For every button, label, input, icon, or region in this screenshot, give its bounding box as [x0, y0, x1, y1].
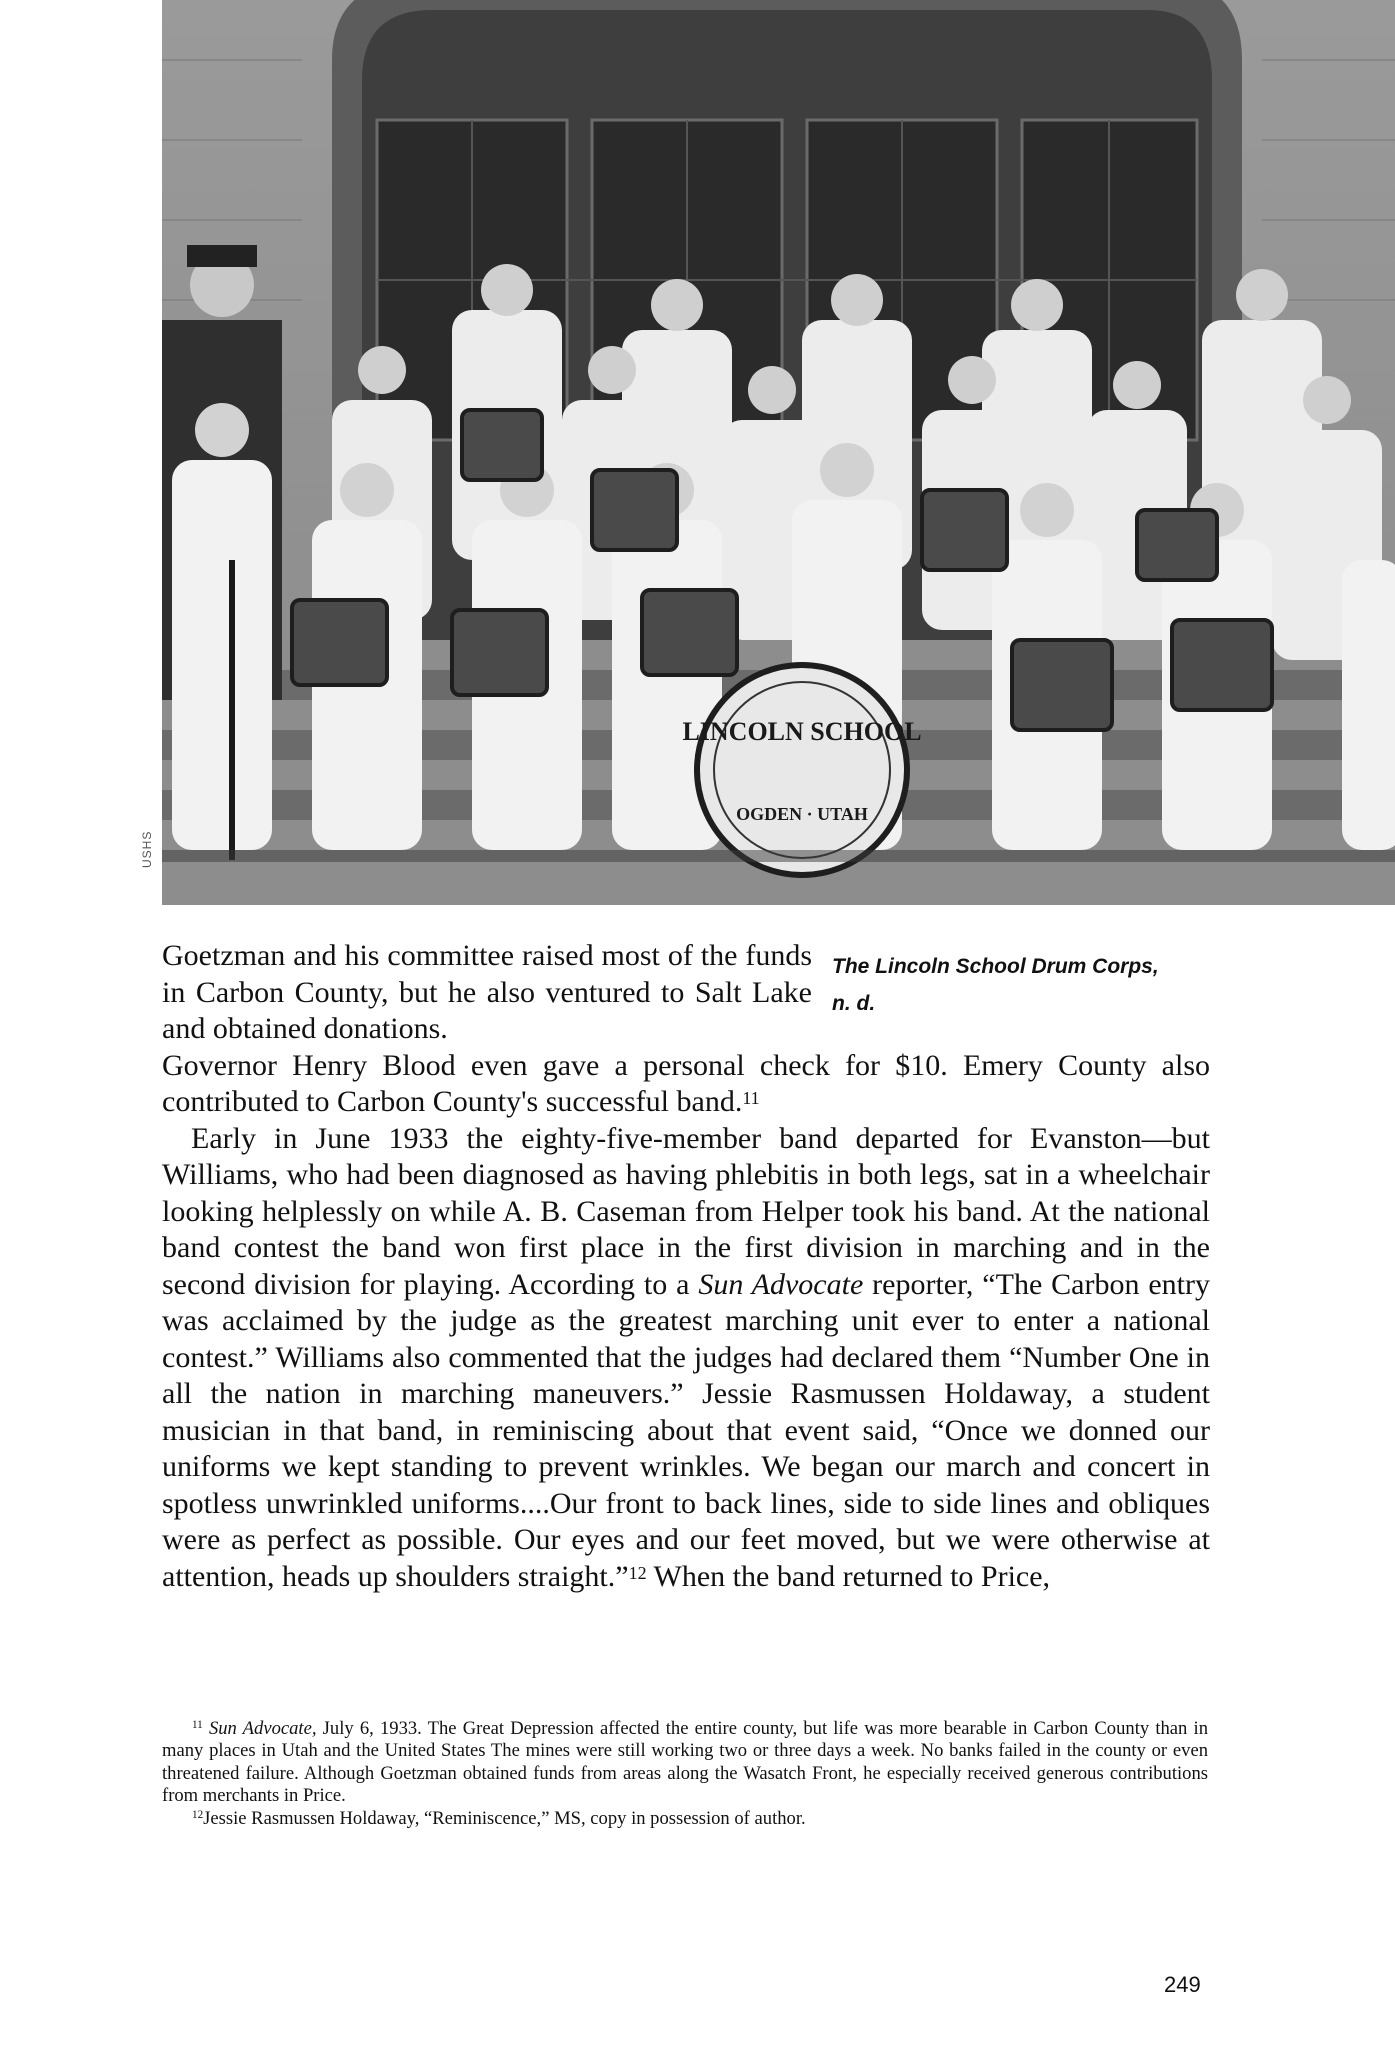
footnote-12-text: Jessie Rasmussen Holdaway, “Reminiscence,” MS, copy in possession of author.: [203, 1807, 806, 1829]
footnote-ref-11: 11: [742, 1088, 760, 1108]
footnotes: [162, 1718, 1208, 1830]
newspaper-title: Sun Advocate: [698, 1267, 864, 1301]
footnote-11-source: Sun Advocate,: [208, 1718, 317, 1739]
caption-date: n. d.: [832, 992, 876, 1015]
photo-credit: USHS: [140, 830, 154, 868]
paragraph-2: [162, 1121, 1210, 1596]
drum-lettering-top: LINCOLN SCHOOL: [682, 717, 922, 746]
caption-title: The Lincoln School Drum Corps,: [832, 955, 1159, 978]
body-text: [162, 938, 1210, 1595]
paragraph-2-part-b: reporter, “The Carbon entry was acclaimed by the judge as the greatest marching unit ever to enter a national contest.” Williams also commented that the judges had declared them “Number One in all the nation in marching maneuvers.” Jessie Rasmussen Holdaway, a student musician in that band, in reminiscing about that event said, “Once we donned our uniforms we kept standing to prevent wrinkles. We began our march and concert in spotless unwrinkled uniforms....Our front to back lines, side to side lines and obliques were as perfect as possible. Our eyes and our feet moved, but we were otherwise at attention, heads up shoulders straight.”: [162, 1267, 1210, 1593]
footnote-11-text: July 6, 1933. The Great Depression affected the entire county, but life was more bearable in Carbon County than in many places in Utah and the United States The mines were still working two or three days a week. No banks failed in the county or even threatened failure. Although Goetzman obtained funds from areas along the Wasatch Front, he especially received generous contributions from merchants in Price.: [162, 1718, 1208, 1807]
footnote-11-number: 11: [192, 1719, 203, 1731]
footnote-12: [162, 1808, 1208, 1830]
paragraph-2-part-a: Early in June 1933 the eighty-five-member band departed for Evanston—but Williams, who had been diagnosed as having phlebitis in both legs, sat in a wheelchair looking helplessly on while A. B. Caseman from Helper took his band. At the national band contest the band won first place in the first division in marching and in the second division for playing. According to a: [162, 1121, 1210, 1301]
paragraph-2-part-c: When the band returned to Price,: [646, 1559, 1051, 1593]
paragraph-1-rest: Governor Henry Blood even gave a personal check for $10. Emery County also contributed to Carbon County's successful band.: [162, 1048, 1210, 1118]
page-number: 249: [1164, 1972, 1201, 1997]
footnote-11: [162, 1718, 1208, 1808]
paragraph-1-continued: [162, 1048, 1210, 1121]
drum-lettering-bottom: OGDEN · UTAH: [736, 804, 868, 824]
drum-corps-photograph: [162, 0, 1395, 905]
paragraph-1-wrapped: Goetzman and his committee raised most of the funds in Carbon County, but he also ventured to Salt Lake and obtained donations.: [162, 939, 812, 1045]
footnote-ref-12: 12: [628, 1562, 647, 1583]
footnote-12-number: 12: [192, 1808, 204, 1821]
